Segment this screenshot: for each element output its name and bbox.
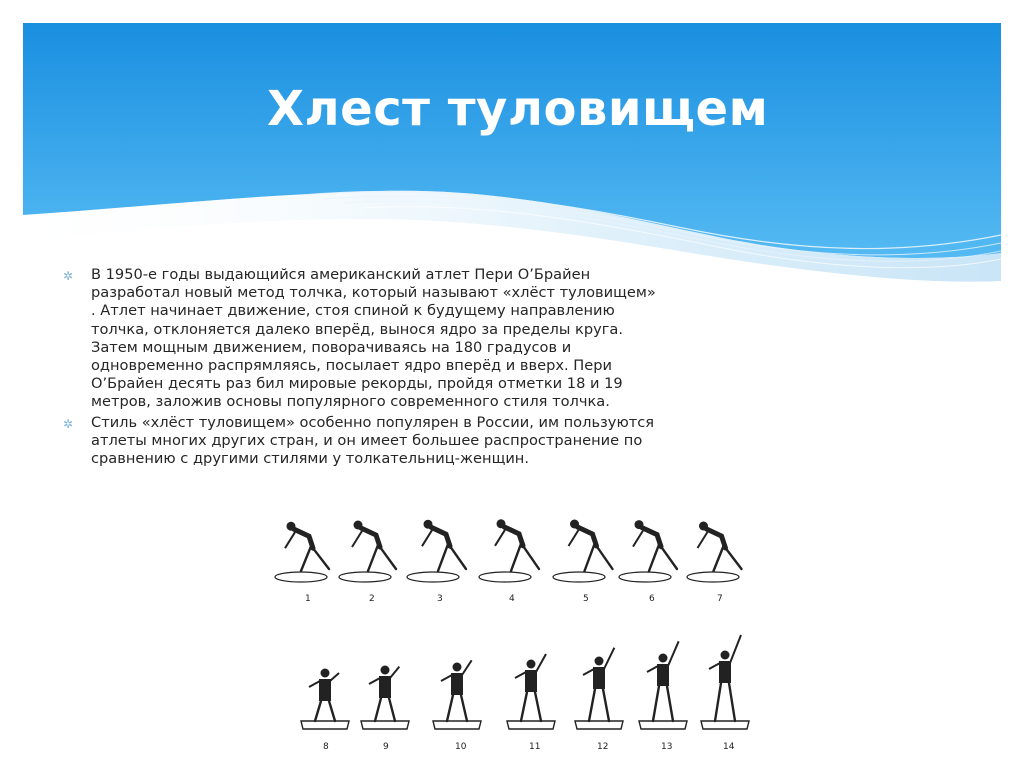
figure-number-label: 8 xyxy=(323,742,329,752)
bullet-line: В 1950-е годы выдающийся американский атлет Пери О’Брайен xyxy=(91,266,591,283)
athlete-figure xyxy=(575,648,623,729)
athlete-figure xyxy=(479,519,539,582)
slide-title: Хлест туловищем xyxy=(267,81,769,137)
figure-number-label: 7 xyxy=(717,594,723,604)
figure-number-label: 2 xyxy=(369,594,375,604)
figure-number-label: 14 xyxy=(723,742,735,752)
figure-number-label: 4 xyxy=(509,594,515,604)
bullet-line: толчка, отклоняется далеко вперёд, вынося ядро за пределы круга. xyxy=(91,320,623,338)
figure-number-label: 3 xyxy=(437,594,443,604)
bullet-item xyxy=(63,266,713,412)
athlete-figure xyxy=(275,522,329,582)
athlete-figure xyxy=(701,635,749,729)
slide xyxy=(23,23,1001,753)
athlete-figure xyxy=(619,520,677,582)
athlete-figure xyxy=(407,520,466,582)
shot-put-sequence-illustration xyxy=(273,493,753,753)
bullet-line: одновременно распрямляясь, посылает ядро вперёд и вверх. Пери xyxy=(91,357,612,375)
figure-number-label: 13 xyxy=(661,742,673,752)
athlete-figure xyxy=(301,669,349,730)
athlete-figure xyxy=(639,641,687,729)
bullet-icon: ✲ xyxy=(63,416,74,431)
bullet-line: атлеты многих других стран, и он имеет большее распространение по xyxy=(91,431,643,449)
figure-number-label: 5 xyxy=(583,594,589,604)
bullet-line: разработал новый метод толчка, который называют «хлёст туловищем» xyxy=(91,284,656,302)
athlete-figure xyxy=(433,660,481,729)
athlete-figure xyxy=(339,521,396,583)
figure-number-label: 6 xyxy=(649,594,655,604)
athlete-figures-drawing xyxy=(273,493,753,753)
bullet-line: метров, заложив основы популярного современного стиля толчка. xyxy=(91,393,610,411)
athlete-figure xyxy=(507,654,555,729)
figure-number-label: 12 xyxy=(597,742,609,752)
bullet-line: О’Брайен десять раз бил мировые рекорды, пройдя отметки 18 и 19 xyxy=(91,375,623,393)
figure-number-label: 9 xyxy=(383,742,389,752)
athlete-figure xyxy=(553,520,613,583)
athlete-figure xyxy=(361,666,409,730)
bullet-icon: ✲ xyxy=(63,269,74,283)
bullet-line: . Атлет начинает движение, стоя спиной к будущему направлению xyxy=(91,302,615,320)
figure-number-label: 1 xyxy=(305,594,311,604)
figure-number-label: 10 xyxy=(455,742,467,752)
bullet-item xyxy=(63,414,713,469)
athlete-figure xyxy=(687,522,742,583)
bullet-list xyxy=(63,266,713,470)
bullet-line: Стиль «хлёст туловищем» особенно популярен в России, им пользуются xyxy=(91,413,655,431)
bullet-line: сравнению с другими стилями у толкательниц-женщин. xyxy=(91,450,529,468)
figure-number-label: 11 xyxy=(529,742,541,752)
bullet-line: Затем мощным движением, поворачиваясь на 180 градусов и xyxy=(91,338,572,356)
